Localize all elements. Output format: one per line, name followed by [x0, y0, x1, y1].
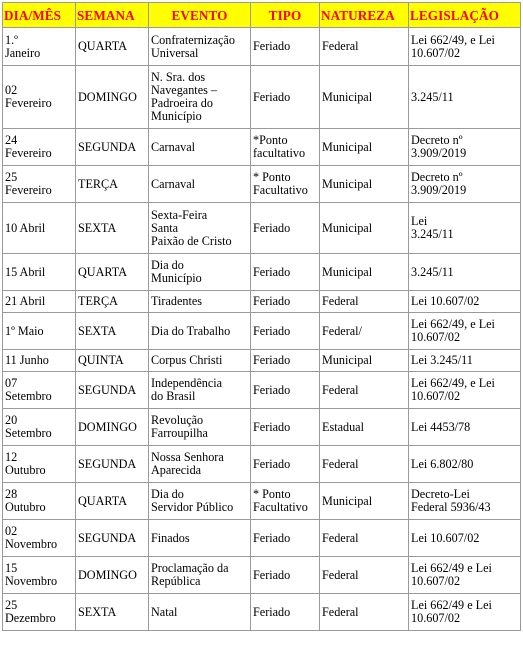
table-row	[3, 28, 521, 66]
cell-nature-text: Federal	[322, 39, 359, 53]
cell-type-text: Feriado	[253, 353, 291, 367]
header-type: TIPO	[251, 3, 320, 28]
cell-event-text: Revolução Farroupilha	[151, 413, 208, 440]
cell-nature	[320, 372, 409, 409]
cell-law-text: Lei 662/49, e Lei 10.607/02	[411, 376, 495, 403]
cell-weekday	[76, 350, 149, 372]
cell-type	[251, 313, 320, 350]
cell-event-text: Confraternização Universal	[151, 32, 235, 60]
cell-law	[409, 66, 521, 129]
cell-nature-text: Federal	[322, 382, 359, 397]
cell-date	[3, 129, 76, 166]
cell-type-text: Feriado	[253, 604, 291, 619]
cell-law	[409, 166, 521, 203]
cell-law	[409, 313, 521, 350]
cell-weekday	[76, 372, 149, 409]
cell-law-text: Lei 3.245/11	[411, 353, 473, 367]
cell-weekday	[76, 291, 149, 313]
cell-nature	[320, 254, 409, 291]
cell-date-text: 25 Fevereiro	[5, 170, 52, 197]
cell-event-text: Tiradentes	[151, 294, 203, 308]
cell-type	[251, 129, 320, 166]
cell-law	[409, 409, 521, 446]
cell-nature-text: Federal	[322, 530, 359, 545]
cell-event	[149, 372, 251, 409]
cell-law-text: Decreto nº 3.909/2019	[411, 133, 467, 160]
cell-weekday	[76, 520, 149, 557]
cell-law	[409, 520, 521, 557]
table-row	[3, 203, 521, 254]
cell-weekday	[76, 313, 149, 350]
cell-law-text: Lei 10.607/02	[411, 294, 480, 308]
cell-type-text: Feriado	[253, 89, 291, 104]
header-law: LEGISLAÇÃO	[409, 3, 521, 28]
cell-event-text: Dia do Município	[151, 258, 202, 285]
cell-law-text: Lei 662/49, e Lei 10.607/02	[411, 32, 495, 60]
cell-type	[251, 446, 320, 483]
cell-date-text: 20 Setembro	[5, 413, 52, 440]
cell-date	[3, 594, 76, 631]
cell-date	[3, 313, 76, 350]
cell-type	[251, 291, 320, 313]
table-row	[3, 350, 521, 372]
cell-weekday	[76, 483, 149, 520]
cell-law	[409, 446, 521, 483]
cell-date-text: 21 Abril	[5, 294, 46, 308]
cell-nature	[320, 66, 409, 129]
cell-law-text: Lei 662/49 e Lei 10.607/02	[411, 561, 492, 588]
cell-law	[409, 372, 521, 409]
cell-type	[251, 254, 320, 291]
cell-event-text: Independência do Brasil	[151, 376, 223, 403]
cell-date	[3, 409, 76, 446]
cell-event	[149, 594, 251, 631]
cell-nature	[320, 483, 409, 520]
cell-law	[409, 129, 521, 166]
table-row	[3, 594, 521, 631]
header-date: DIA/MÊS	[3, 3, 76, 28]
cell-event	[149, 254, 251, 291]
cell-type-text: Feriado	[253, 530, 291, 545]
table-row	[3, 483, 521, 520]
cell-event-text: Natal	[151, 604, 178, 619]
cell-nature	[320, 594, 409, 631]
cell-type	[251, 66, 320, 129]
cell-nature-text: Municipal	[322, 353, 373, 367]
cell-date	[3, 203, 76, 254]
cell-nature	[320, 557, 409, 594]
cell-nature	[320, 409, 409, 446]
cell-type	[251, 409, 320, 446]
cell-type	[251, 594, 320, 631]
cell-event-text: Corpus Christi	[151, 353, 223, 367]
cell-event	[149, 28, 251, 66]
table-row	[3, 313, 521, 350]
cell-date-text: 28 Outubro	[5, 487, 46, 514]
table-row	[3, 129, 521, 166]
cell-event	[149, 166, 251, 203]
cell-event-text: Finados	[151, 530, 190, 545]
cell-type-text: * Ponto Facultativo	[253, 170, 308, 197]
cell-nature-text: Federal	[322, 567, 359, 582]
cell-date	[3, 483, 76, 520]
cell-event-text: Dia do Trabalho	[151, 323, 231, 338]
cell-weekday	[76, 129, 149, 166]
table-row	[3, 166, 521, 203]
cell-weekday-text: QUARTA	[78, 39, 128, 53]
cell-law-text: Lei 662/49, e Lei 10.607/02	[411, 317, 495, 344]
cell-date	[3, 350, 76, 372]
table-row	[3, 409, 521, 446]
cell-event-text: N. Sra. dos Navegantes – Padroeira do Município	[151, 70, 217, 123]
cell-type	[251, 350, 320, 372]
table-row	[3, 446, 521, 483]
cell-type	[251, 372, 320, 409]
table-row	[3, 557, 521, 594]
cell-type-text: Feriado	[253, 39, 291, 53]
cell-nature-text: Municipal	[322, 139, 373, 154]
cell-weekday-text: DOMINGO	[78, 89, 137, 104]
cell-weekday-text: QUARTA	[78, 493, 128, 508]
cell-date-text: 25 Dezembro	[5, 598, 56, 625]
cell-nature	[320, 28, 409, 66]
cell-date	[3, 28, 76, 66]
cell-type-text: * Ponto Facultativo	[253, 487, 308, 514]
cell-event-text: Dia do Servidor Público	[151, 487, 234, 514]
cell-nature-text: Municipal	[322, 264, 373, 279]
cell-date	[3, 520, 76, 557]
cell-type	[251, 166, 320, 203]
holiday-calendar	[2, 2, 521, 631]
cell-nature	[320, 520, 409, 557]
cell-date	[3, 166, 76, 203]
cell-type-text: Feriado	[253, 220, 291, 235]
cell-event	[149, 557, 251, 594]
cell-type-text: Feriado	[253, 456, 291, 471]
cell-law	[409, 291, 521, 313]
cell-type	[251, 28, 320, 66]
cell-weekday	[76, 557, 149, 594]
table-row	[3, 291, 521, 313]
cell-weekday-text: SEXTA	[78, 323, 117, 338]
cell-nature-text: Municipal	[322, 220, 373, 235]
cell-type-text: Feriado	[253, 419, 291, 434]
cell-date	[3, 557, 76, 594]
cell-type-text: Feriado	[253, 264, 291, 279]
cell-law-text: Lei 4453/78	[411, 419, 471, 434]
cell-event	[149, 66, 251, 129]
cell-weekday	[76, 166, 149, 203]
cell-date-text: 07 Setembro	[5, 376, 52, 403]
cell-law-text: Decreto-Lei Federal 5936/43	[411, 487, 491, 514]
cell-weekday-text: SEGUNDA	[78, 530, 137, 545]
cell-type-text: Feriado	[253, 294, 291, 308]
cell-law	[409, 350, 521, 372]
cell-date-text: 15 Abril	[5, 264, 46, 279]
cell-law-text: 3.245/11	[411, 264, 454, 279]
table-row	[3, 254, 521, 291]
cell-event	[149, 520, 251, 557]
cell-date-text: 1º Maio	[5, 323, 44, 338]
cell-nature	[320, 313, 409, 350]
header-event: EVENTO	[149, 3, 251, 28]
table-row	[3, 66, 521, 129]
cell-date	[3, 254, 76, 291]
cell-nature	[320, 350, 409, 372]
cell-weekday	[76, 254, 149, 291]
cell-weekday	[76, 66, 149, 129]
cell-date-text: 24 Fevereiro	[5, 133, 52, 160]
cell-type	[251, 520, 320, 557]
cell-event	[149, 313, 251, 350]
cell-law-text: Lei 662/49 e Lei 10.607/02	[411, 598, 492, 625]
cell-event	[149, 409, 251, 446]
cell-nature-text: Municipal	[322, 176, 373, 191]
cell-weekday	[76, 409, 149, 446]
cell-event	[149, 129, 251, 166]
cell-event	[149, 446, 251, 483]
cell-type	[251, 483, 320, 520]
cell-date-text: 15 Novembro	[5, 561, 58, 588]
cell-date-text: 02 Novembro	[5, 524, 58, 551]
cell-type	[251, 203, 320, 254]
header-nature: NATUREZA	[320, 3, 409, 28]
cell-weekday-text: TERÇA	[78, 176, 118, 191]
cell-nature-text: Federal	[322, 456, 359, 471]
cell-type-text: Feriado	[253, 382, 291, 397]
cell-date-text: 10 Abril	[5, 220, 46, 235]
cell-date	[3, 291, 76, 313]
cell-weekday-text: SEXTA	[78, 604, 117, 619]
cell-weekday-text: SEXTA	[78, 220, 117, 235]
cell-nature	[320, 166, 409, 203]
cell-nature-text: Federal/	[322, 323, 362, 338]
cell-event	[149, 350, 251, 372]
cell-date-text: 02 Fevereiro	[5, 83, 52, 110]
cell-weekday-text: QUINTA	[78, 353, 124, 367]
cell-type-text: Feriado	[253, 567, 291, 582]
cell-type-text: *Ponto facultativo	[253, 133, 306, 160]
cell-law-text: Lei 10.607/02	[411, 530, 480, 545]
cell-date	[3, 66, 76, 129]
cell-date-text: 1.º Janeiro	[5, 32, 41, 60]
cell-law	[409, 28, 521, 66]
cell-weekday-text: DOMINGO	[78, 419, 137, 434]
cell-event	[149, 291, 251, 313]
cell-weekday	[76, 446, 149, 483]
cell-date	[3, 372, 76, 409]
cell-law-text: Lei 3.245/11	[411, 214, 454, 241]
cell-event-text: Sexta-Feira Santa Paixão de Cristo	[151, 207, 232, 248]
cell-type-text: Feriado	[253, 323, 291, 338]
cell-law	[409, 557, 521, 594]
cell-date	[3, 446, 76, 483]
cell-nature-text: Municipal	[322, 89, 373, 104]
cell-weekday	[76, 28, 149, 66]
cell-nature	[320, 291, 409, 313]
holiday-table	[2, 2, 521, 631]
cell-nature-text: Federal	[322, 604, 359, 619]
cell-date-text: 12 Outubro	[5, 450, 46, 477]
cell-nature-text: Federal	[322, 294, 359, 308]
cell-weekday-text: SEGUNDA	[78, 382, 137, 397]
cell-type	[251, 557, 320, 594]
header-row	[3, 3, 521, 28]
cell-weekday	[76, 203, 149, 254]
cell-event-text: Carnaval	[151, 176, 195, 191]
cell-weekday-text: DOMINGO	[78, 567, 137, 582]
table-body	[3, 28, 521, 631]
table-row	[3, 372, 521, 409]
cell-nature	[320, 129, 409, 166]
cell-weekday-text: TERÇA	[78, 294, 118, 308]
cell-nature	[320, 203, 409, 254]
cell-law-text: Lei 6.802/80	[411, 456, 474, 471]
header-weekday: SEMANA	[76, 3, 149, 28]
cell-event	[149, 483, 251, 520]
cell-law	[409, 254, 521, 291]
cell-event	[149, 203, 251, 254]
cell-weekday-text: SEGUNDA	[78, 139, 137, 154]
cell-law-text: Decreto nº 3.909/2019	[411, 170, 467, 197]
cell-event-text: Carnaval	[151, 139, 195, 154]
cell-weekday-text: SEGUNDA	[78, 456, 137, 471]
cell-law-text: 3.245/11	[411, 89, 454, 104]
cell-law	[409, 594, 521, 631]
cell-event-text: Proclamação da República	[151, 561, 229, 588]
cell-date-text: 11 Junho	[5, 353, 49, 367]
cell-weekday-text: QUARTA	[78, 264, 128, 279]
table-row	[3, 520, 521, 557]
cell-law	[409, 203, 521, 254]
cell-nature	[320, 446, 409, 483]
cell-nature-text: Estadual	[322, 419, 364, 434]
cell-event-text: Nossa Senhora Aparecida	[151, 450, 224, 477]
cell-nature-text: Municipal	[322, 493, 373, 508]
cell-law	[409, 483, 521, 520]
cell-weekday	[76, 594, 149, 631]
